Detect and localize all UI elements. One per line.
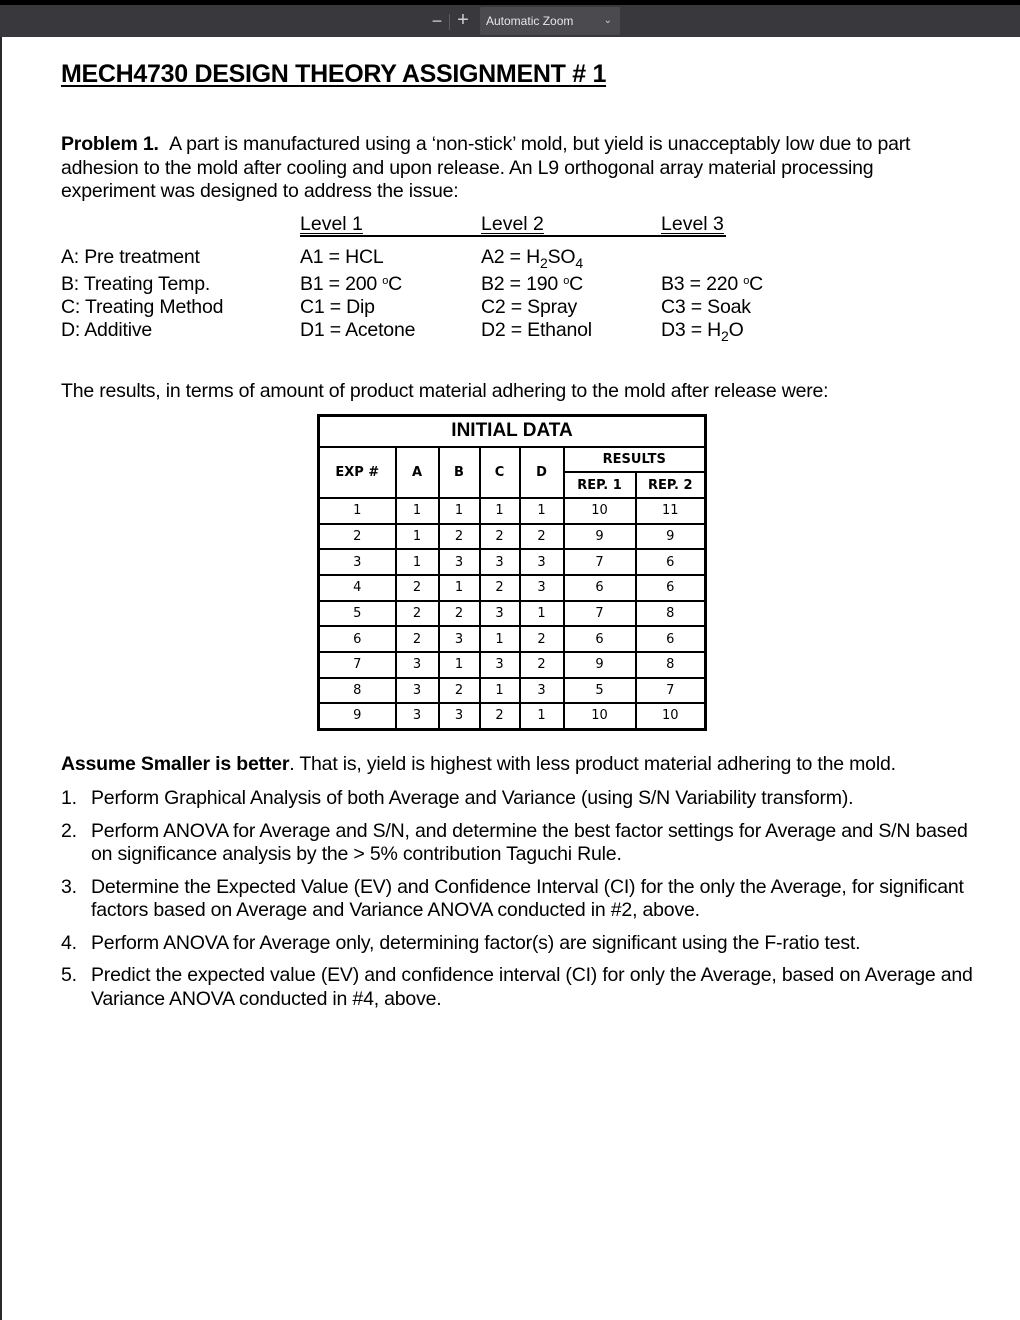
- table-row: [319, 652, 706, 678]
- chevron-down-icon: ⌄: [603, 15, 612, 26]
- table-cell: 2: [396, 575, 439, 601]
- col-header-b: B: [439, 447, 480, 498]
- col-header-exp: EXP #: [319, 447, 396, 498]
- results-intro: The results, in terms of amount of product material adhering to the mold after release were:: [61, 380, 829, 402]
- factor-b-level-1: B1 = 200 $^o$C: [300, 273, 403, 295]
- factor-d-level-1: D1 = Acetone: [300, 319, 416, 341]
- table-cell: 3: [396, 678, 439, 704]
- table-cell: 6: [319, 626, 396, 652]
- table-cell: 9: [564, 652, 636, 678]
- zoom-level-select[interactable]: [480, 7, 620, 35]
- table-row: [319, 601, 706, 627]
- table-cell: 1: [396, 524, 439, 550]
- zoom-in-button[interactable]: [452, 9, 474, 31]
- table-cell: 8: [319, 678, 396, 704]
- factor-b-name: B: Treating Temp.: [61, 273, 211, 295]
- pdf-viewer-toolbar: [0, 5, 1020, 37]
- table-cell: 3: [520, 575, 564, 601]
- level-3-header: Level 3: [661, 213, 724, 235]
- table-cell: 10: [636, 703, 706, 729]
- table-cell: 1: [480, 498, 520, 524]
- table-cell: 5: [564, 678, 636, 704]
- factor-c-level-1: C1 = Dip: [300, 296, 375, 318]
- table-cell: 11: [636, 498, 706, 524]
- table-row: [319, 626, 706, 652]
- minus-icon: −: [431, 11, 443, 31]
- list-item: 2. Perform ANOVA for Average and S/N, and determine the best factor settings for Average and S/N based on significance analysis by the > 5% contribution Taguchi Rule.: [61, 819, 968, 865]
- table-cell: 6: [636, 575, 706, 601]
- list-item: 4. Perform ANOVA for Average only, determining factor(s) are significant using the F-ratio test.: [61, 931, 861, 954]
- table-cell: 8: [636, 652, 706, 678]
- table-cell: 2: [480, 524, 520, 550]
- table-cell: 9: [319, 703, 396, 729]
- table-cell: 6: [564, 575, 636, 601]
- table-cell: 3: [480, 601, 520, 627]
- factor-d-name: D: Additive: [61, 319, 153, 341]
- table-cell: 3: [396, 703, 439, 729]
- table-row: [319, 549, 706, 575]
- list-item: 1. Perform Graphical Analysis of both Average and Variance (using S/N Variability transform).: [61, 787, 854, 809]
- table-cell: 2: [520, 626, 564, 652]
- col-header-results: RESULTS: [564, 447, 706, 473]
- assumption-statement: [61, 753, 896, 776]
- assumption-text: . That is, yield is highest with less product material adhering to the mold.: [289, 753, 896, 775]
- list-item: 5. Predict the expected value (EV) and confidence interval (CI) for only the Average, based on Average and Variance ANOVA conducted in #4, above.: [61, 964, 973, 1010]
- problem-statement: [61, 133, 971, 204]
- problem-label: Problem 1.: [61, 133, 159, 155]
- table-cell: 4: [319, 575, 396, 601]
- table-cell: 9: [564, 524, 636, 550]
- table-cell: 1: [439, 652, 480, 678]
- table-cell: 9: [636, 524, 706, 550]
- factor-c-name: C: Treating Method: [61, 296, 224, 318]
- table-cell: 3: [396, 652, 439, 678]
- initial-data-table: [317, 414, 707, 731]
- table-cell: 10: [564, 703, 636, 729]
- table-cell: 6: [564, 626, 636, 652]
- table-cell: 7: [564, 549, 636, 575]
- table-cell: 2: [480, 575, 520, 601]
- table-cell: 6: [636, 549, 706, 575]
- table-cell: 7: [564, 601, 636, 627]
- table-cell: 2: [520, 524, 564, 550]
- table-cell: 2: [319, 524, 396, 550]
- table-cell: 1: [319, 498, 396, 524]
- level-2-header: Level 2: [481, 213, 544, 235]
- table-cell: 1: [396, 498, 439, 524]
- assumption-bold: Assume Smaller is better: [61, 753, 290, 775]
- table-cell: 1: [520, 703, 564, 729]
- factor-b-level-3: B3 = 220 $^o$C: [661, 273, 764, 295]
- table-cell: 3: [520, 549, 564, 575]
- table-cell: 1: [520, 498, 564, 524]
- table-row: [319, 524, 706, 550]
- factor-d-level-2: D2 = Ethanol: [481, 319, 592, 341]
- table-cell: 2: [480, 703, 520, 729]
- table-cell: 2: [439, 524, 480, 550]
- table-cell: 5: [319, 601, 396, 627]
- toolbar-separator: [449, 14, 450, 30]
- table-cell: 3: [520, 678, 564, 704]
- levels-underline: [300, 235, 726, 237]
- table-row: [319, 678, 706, 704]
- factor-a-level-2: $A2 = H_2SO_4$: [481, 246, 583, 271]
- list-item: 3. Determine the Expected Value (EV) and Confidence Interval (CI) for the only the Average, for significant factors based on Average and Variance ANOVA conducted in #2, above.: [61, 875, 964, 921]
- table-title: INITIAL DATA: [319, 416, 706, 447]
- table-cell: 3: [480, 652, 520, 678]
- zoom-level-value: Automatic Zoom: [486, 14, 574, 28]
- level-1-header: Level 1: [300, 213, 363, 235]
- col-header-rep1: REP. 1: [564, 472, 636, 498]
- table-row: [319, 498, 706, 524]
- col-header-c: C: [480, 447, 520, 498]
- col-header-d: D: [520, 447, 564, 498]
- factor-c-level-3: C3 = Soak: [661, 296, 751, 318]
- table-cell: 3: [439, 626, 480, 652]
- table-cell: 2: [439, 678, 480, 704]
- zoom-out-button[interactable]: [427, 10, 447, 32]
- table-cell: 2: [520, 652, 564, 678]
- table-cell: 1: [520, 601, 564, 627]
- factor-d-level-3: $D3 = H_2O$: [661, 319, 744, 344]
- plus-icon: +: [457, 9, 469, 31]
- table-cell: 3: [480, 549, 520, 575]
- table-cell: 7: [636, 678, 706, 704]
- table-row: [319, 575, 706, 601]
- table-cell: 8: [636, 601, 706, 627]
- factor-b-level-2: B2 = 190 $^o$C: [481, 273, 584, 295]
- factor-c-level-2: C2 = Spray: [481, 296, 578, 318]
- table-cell: 1: [480, 626, 520, 652]
- table-cell: 1: [439, 575, 480, 601]
- table-cell: 6: [636, 626, 706, 652]
- table-cell: 3: [439, 703, 480, 729]
- table-cell: 2: [396, 626, 439, 652]
- table-cell: 2: [439, 601, 480, 627]
- table-cell: 7: [319, 652, 396, 678]
- questions-list: [61, 787, 981, 1020]
- table-row: [319, 703, 706, 729]
- table-cell: 2: [396, 601, 439, 627]
- table-cell: 1: [480, 678, 520, 704]
- table-cell: 3: [439, 549, 480, 575]
- table-cell: 10: [564, 498, 636, 524]
- col-header-rep2: REP. 2: [636, 472, 706, 498]
- table-cell: 1: [439, 498, 480, 524]
- table-cell: 1: [396, 549, 439, 575]
- factor-a-name: A: Pre treatment: [61, 246, 200, 268]
- page-title: MECH4730 DESIGN THEORY ASSIGNMENT # 1: [61, 60, 607, 88]
- problem-text: A part is manufactured using a ‘non-stick’ mold, but yield is unacceptably low due to part adhesion to the mold after cooling and upon release. An L9 orthogonal array material processing experiment was designed to address the issue:: [61, 133, 911, 202]
- factor-a-level-1: A1 = HCL: [300, 246, 384, 268]
- col-header-a: A: [396, 447, 439, 498]
- table-cell: 3: [319, 549, 396, 575]
